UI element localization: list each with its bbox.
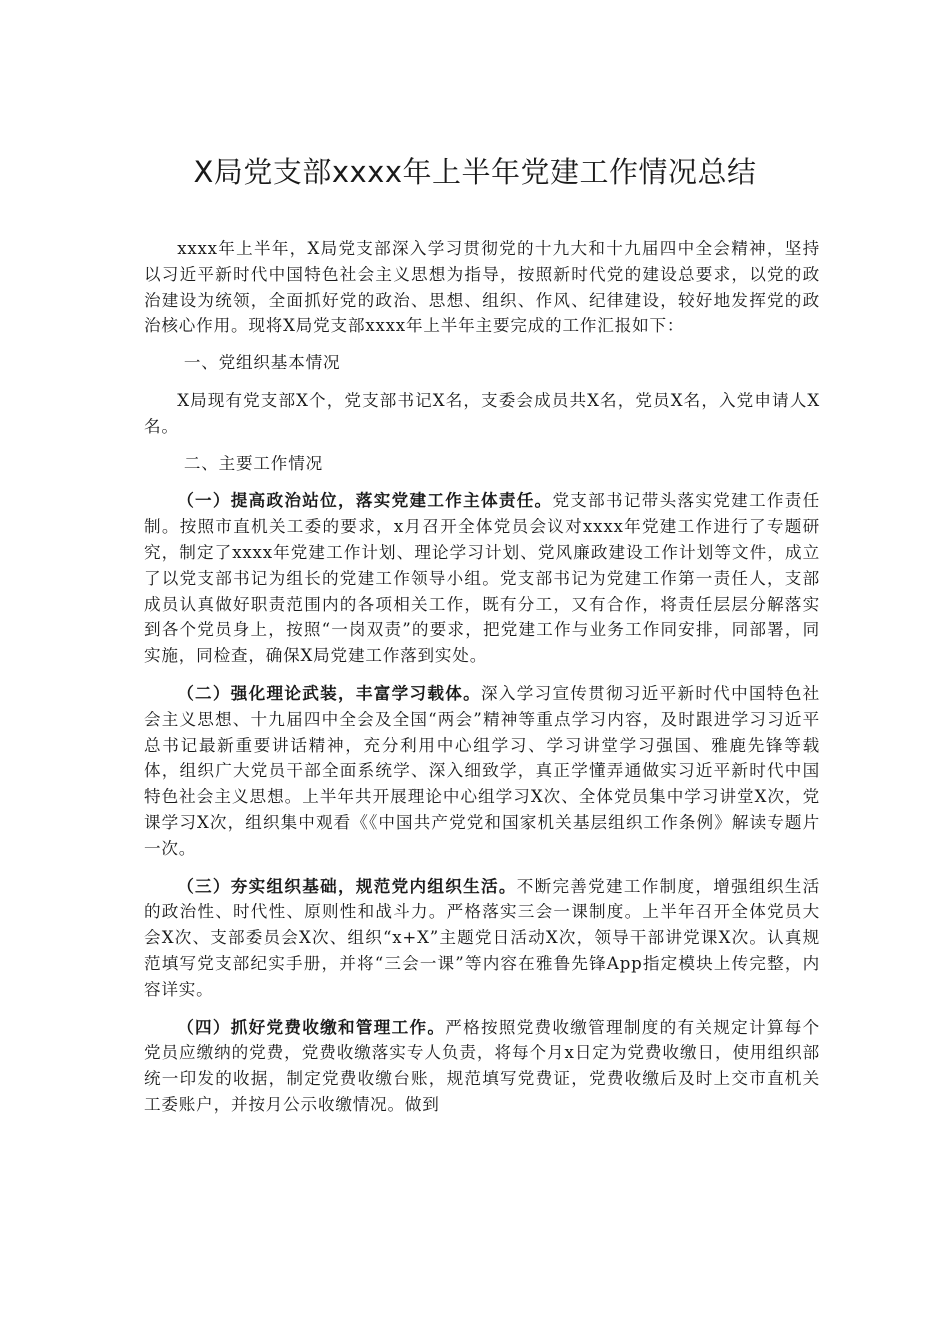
section1-heading: 一、党组织基本情况 — [183, 353, 341, 373]
item1-paragraph — [144, 488, 820, 669]
item1-lead: （一）提高政治站位，落实党建工作主体责任。 — [177, 490, 553, 511]
document-body — [144, 236, 820, 1118]
item4-text: 严格按照党费收缴管理制度的有关规定计算每个党员应缴纳的党费，党费收缴落实专人负责，将每个月x日定为党费收缴日，使用组织部统一印发的收据，制定党费收缴台账，规范填写党费证，党费收缴后及时上交市直机关工委账户，并按月公示收缴情况。做到 — [144, 1017, 820, 1114]
section2-heading: 二、主要工作情况 — [183, 453, 323, 473]
item4-lead: （四）抓好党费收缴和管理工作。 — [177, 1016, 446, 1037]
item1-text: 党支部书记带头落实党建工作责任制。按照市直机关工委的要求，x月召开全体党员会议对xxxx年党建工作进行了专题研究，制定了xxxx年党建工作计划、理论学习计划、党风廉政建设工作计划等文件，成立了以党支部书记为组长的党建工作领导小组。党支部书记为党建工作第一责任人，支部成员认真做好职责范围内的各项相关工作，既有分工，又有合作，将责任层层分解落实到各个党员身上，按照“一岗双责”的要求，把党建工作与业务工作同安排，同部署，同实施，同检查，确保X局党建工作落到实处。 — [144, 491, 820, 666]
item2-text: 深入学习宣传贯彻习近平新时代中国特色社会主义思想、十九届四中全会及全国“两会”精神等重点学习内容，及时跟进学习习近平总书记最新重要讲话精神，充分利用中心组学习、学习讲堂学习强国、雅鹿先锋等载体，组织广大党员干部全面系统学、深入细致学，真正学懂弄通做实习近平新时代中国特色社会主义思想。上半年共开展理论中心组学习X次、全体党员集中学习讲堂X次，党课学习X次，组织集中观看《《中国共产党党和国家机关基层组织工作条例》解读专题片一次。 — [144, 683, 820, 858]
item2-paragraph — [144, 681, 820, 862]
document-title: X局党支部xxxx年上半年党建工作情况总结 — [193, 155, 757, 189]
intro-paragraph: xxxx年上半年，X局党支部深入学习贯彻党的十九大和十九届四中全会精神，坚持以习近平新时代中国特色社会主义思想为指导，按照新时代党的建设总要求，以党的政治建设为统领，全面抓好党的政治、思想、组织、作风、纪律建设，较好地发挥党的政治核心作用。现将X局党支部xxxx年上半年主要完成的工作汇报如下： — [144, 239, 820, 336]
item3-paragraph — [144, 874, 820, 1003]
section1-paragraph: X局现有党支部X个，党支部书记X名，支委会成员共X名，党员X名，入党申请人X名。 — [144, 390, 820, 436]
item3-text: 不断完善党建工作制度，增强组织生活的政治性、时代性、原则性和战斗力。严格落实三会一课制度。上半年召开全体党员大会X次、支部委员会X次、组织“x+X”主题党日活动X次，领导干部讲党课X次。认真规范填写党支部纪实手册，并将“三会一课”等内容在雅鲁先锋App指定模块上传完整，内容详实。 — [144, 876, 820, 999]
item2-lead: （二）强化理论武装，丰富学习载体。 — [177, 682, 481, 703]
item3-lead: （三）夯实组织基础，规范党内组织生活。 — [177, 875, 517, 896]
item4-paragraph — [144, 1015, 820, 1118]
